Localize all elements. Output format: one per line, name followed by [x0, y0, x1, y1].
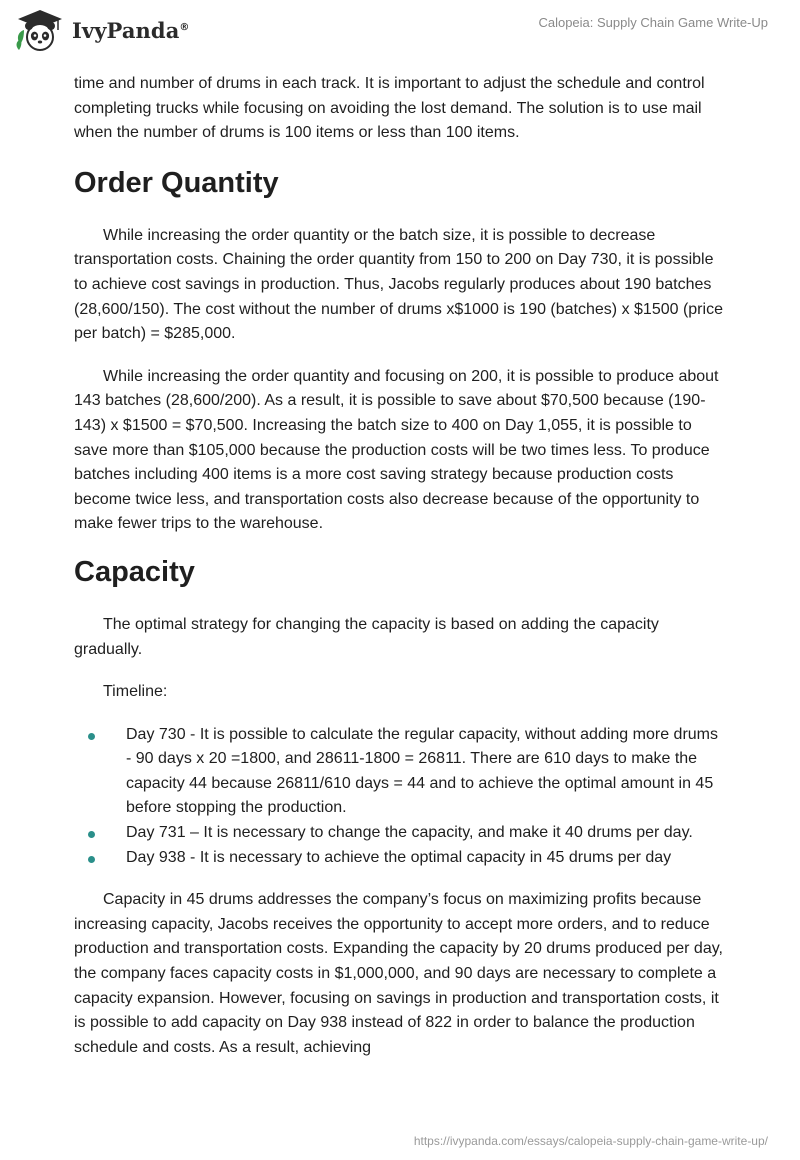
panda-logo-icon: [14, 8, 66, 52]
registered-mark: ®: [179, 21, 190, 33]
order-quantity-paragraph-1: While increasing the order quantity or the batch size, it is possible to decrease transportation costs. Chaining the order quantity from 150 to 200 on Day 730, it is possible to achieve cost savings in production. Thus, Jacobs regularly produces about 190 batches (28,600/150). The cost without the number of drums x$1000 is 190 (batches) x $1500 (price per batch) = $285,000.: [74, 226, 723, 343]
bullet-icon: [88, 733, 95, 740]
timeline-label: Timeline:: [103, 683, 168, 701]
page-header: [0, 0, 800, 64]
list-item-text: Day 938 - It is necessary to achieve the optimal capacity in 45 drums per day: [126, 848, 672, 866]
heading-capacity: Capacity: [74, 555, 195, 588]
list-item: [74, 846, 726, 871]
article-body: [74, 72, 726, 1078]
source-url-link[interactable]: https://ivypanda.com/essays/calopeia-supply-chain-game-write-up/: [413, 1134, 768, 1148]
bullet-icon: [88, 856, 95, 863]
list-item-text: Day 731 – It is necessary to change the capacity, and make it 40 drums per day.: [126, 824, 693, 842]
capacity-paragraph-2: Capacity in 45 drums addresses the company’s focus on maximizing profits because increasing capacity, Jacobs receives the opportunity to accept more orders, and to reduce production and transportation costs. Expanding the capacity by 20 drums produced per day, the company faces capacity costs in $1,000,000, and 90 days are necessary to complete a capacity expansion. However, focusing on savings in production and transportation costs, it is possible to add capacity on Day 938 instead of 822 in order to balance the production schedule and costs. As a result, achieving: [74, 891, 723, 1056]
list-item: [74, 821, 726, 846]
timeline-list: [74, 723, 726, 871]
document-title: Calopeia: Supply Chain Game Write-Up: [538, 15, 768, 30]
capacity-paragraph-1: The optimal strategy for changing the capacity is based on adding the capacity gradually.: [74, 615, 659, 658]
logo-text: IvyPanda®: [72, 17, 190, 43]
heading-order-quantity: Order Quantity: [74, 166, 279, 199]
list-item-text: Day 730 - It is possible to calculate the regular capacity, without adding more drums - 90 days x 20 =1800, and 28611-1800 = 26811. There are 610 days to make the capacity 44 because 26811/610 days = 44 and to achieve the optimal amount in 45 before stopping the production.: [126, 725, 718, 817]
bullet-icon: [88, 831, 95, 838]
order-quantity-paragraph-2: While increasing the order quantity and focusing on 200, it is possible to produce about 143 batches (28,600/200). As a result, it is possible to save about $70,500 because (190-143) x $1500 = $70,500. Increasing the batch size to 400 on Day 1,055, it is possible to save more than $105,000 because the production costs will be two times less. To produce batches including 400 items is a more cost saving strategy because production costs become twice less, and transportation costs also decrease because of the opportunity to make fewer trips to the warehouse.: [74, 367, 719, 533]
list-item: [74, 723, 726, 821]
intro-paragraph: time and number of drums in each track. It is important to adjust the schedule and control completing trucks while focusing on avoiding the lost demand. The solution is to use mail when the number of drums is 100 items or less than 100 items.: [74, 75, 705, 142]
site-logo[interactable]: [14, 8, 190, 52]
